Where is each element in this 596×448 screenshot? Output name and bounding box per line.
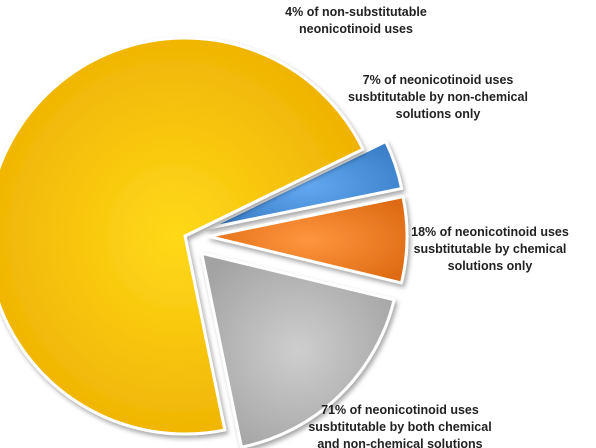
slice-label-line: solutions only — [447, 259, 533, 273]
slice-label-line: solutions only — [395, 107, 481, 121]
slice-label-line: 7% of neonicotinoid uses — [362, 73, 514, 87]
slice-label-line: neonicotinoid uses — [299, 22, 413, 36]
slice-label-18-percent — [411, 225, 569, 273]
slice-label-line: susbtitutable by chemical — [413, 242, 567, 256]
slice-label-line: 4% of non-substitutable — [285, 5, 427, 19]
slice-label-line: and non-chemical solutions — [317, 437, 483, 448]
slice-label-4-percent — [285, 5, 427, 36]
pie-slice-18-percent — [202, 253, 394, 447]
slice-label-line: 18% of neonicotinoid uses — [411, 225, 569, 239]
slice-label-line: susbtitutable by non-chemical — [348, 90, 528, 104]
slice-label-7-percent — [348, 73, 528, 121]
slice-label-line: 71% of neonicotinoid uses — [321, 403, 479, 417]
slice-label-71-percent — [308, 403, 491, 448]
pie-slices — [0, 38, 407, 447]
slice-label-line: susbtitutable by both chemical — [308, 420, 492, 434]
